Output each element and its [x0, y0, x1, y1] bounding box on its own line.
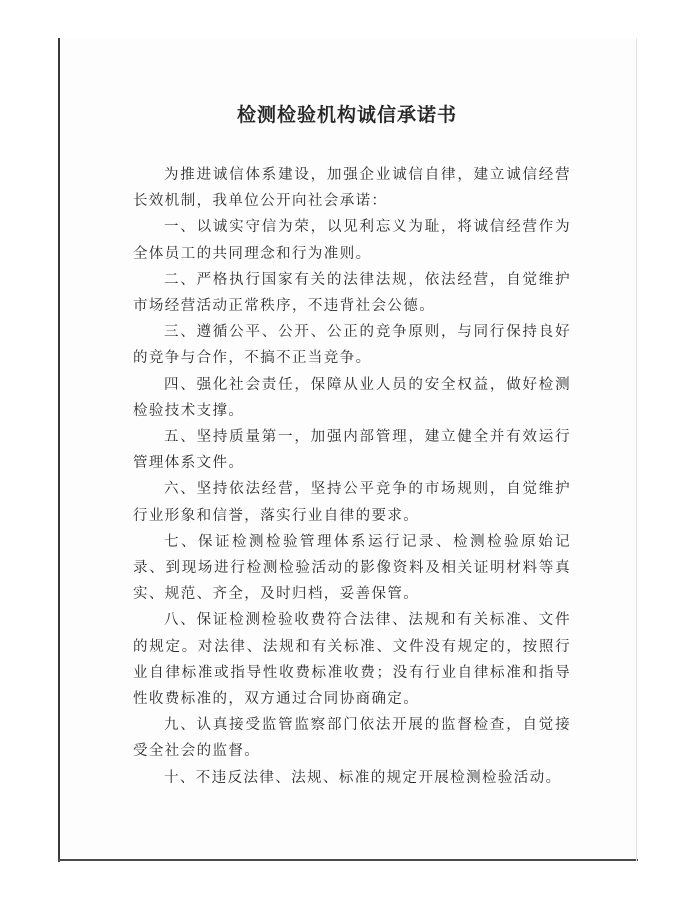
paragraph-7: 七、保证检测检验管理体系运行记录、检测检验原始记录、到现场进行检测检验活动的影像资料及相关证明材料等真实、规范、齐全，及时归档，妥善保管。: [133, 533, 571, 603]
paragraph-4: 四、强化社会责任，保障从业人员的安全权益，做好检测检验技术支撑。: [133, 376, 571, 419]
paragraph-3: 三、遵循公平、公开、公正的竞争原则，与同行保持良好的竞争与合作，不搞不正当竞争。: [133, 324, 571, 367]
paragraph-5: 五、坚持质量第一，加强内部管理，建立健全并有效运行管理体系文件。: [133, 429, 571, 472]
page-bottom-edge: [58, 859, 638, 861]
document-body: [133, 162, 571, 791]
paragraph-10: 十、不违反法律、法规、标准的规定开展检测检验活动。: [164, 769, 562, 786]
document-title: 检测检验机构诚信承诺书: [236, 104, 457, 126]
paragraph-1: 一、以诚实守信为荣，以见利忘义为耻，将诚信经营作为全体员工的共同理念和行为准则。: [133, 219, 571, 262]
paragraph-intro: 为推进诚信体系建设，加强企业诚信自律，建立诚信经营长效机制，我单位公开向社会承诺：: [133, 167, 571, 210]
paragraph-9: 九、认真接受监管监察部门依法开展的监督检查，自觉接受全社会的监督。: [133, 717, 571, 760]
page-left-edge: [58, 38, 60, 862]
page-right-edge: [636, 38, 637, 861]
paragraph-2: 二、严格执行国家有关的法律法规，依法经营，自觉维护市场经营活动正常秩序，不违背社会公德。: [133, 271, 571, 315]
paragraph-6: 六、坚持依法经营，坚持公平竞争的市场规则，自觉维护行业形象和信誉，落实行业自律的要求。: [133, 481, 571, 524]
paragraph-8: 八、保证检测检验收费符合法律、法规和有关标准、文件的规定。对法律、法规和有关标准、文件没有规定的，按照行业自律标准或指导性收费标准收费；没有行业自律标准和指导性收费标准的，双方通过合同协商确定。: [133, 612, 571, 708]
